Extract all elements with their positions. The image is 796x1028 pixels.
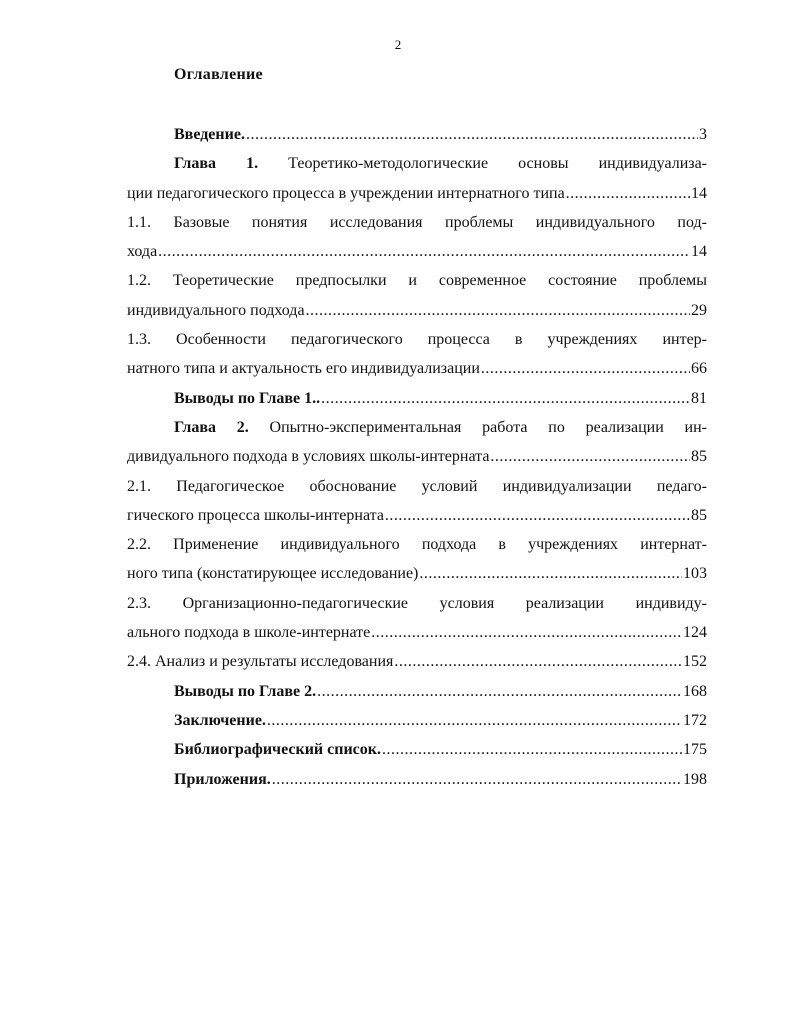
toc-chapter-label: Глава 2. bbox=[174, 418, 249, 436]
toc-entry-2-4 bbox=[127, 647, 707, 676]
toc-entry-1-2-line2 bbox=[127, 296, 707, 325]
toc-leader bbox=[306, 296, 690, 325]
toc-title: Оглавление bbox=[174, 66, 263, 83]
toc-entry-2-3-line2 bbox=[127, 618, 707, 647]
toc-entry-intro bbox=[127, 120, 707, 149]
toc-leader bbox=[371, 618, 682, 647]
toc-page: 29 bbox=[691, 301, 707, 319]
toc-leader bbox=[321, 384, 690, 413]
toc-page: 85 bbox=[691, 506, 707, 524]
toc-entry-chapter2-line1 bbox=[127, 413, 707, 442]
toc-label: Введение. bbox=[174, 126, 245, 143]
toc-page: 124 bbox=[683, 624, 707, 642]
toc-label: дивидуального подхода в условиях школы-интерната bbox=[127, 448, 490, 466]
toc-leader bbox=[385, 501, 690, 530]
toc-entry-1-2-line1: 1.2. Теоретические предпосылки и современное состояние проблемы bbox=[127, 272, 707, 290]
toc-leader bbox=[394, 647, 682, 676]
toc-page: 66 bbox=[691, 360, 707, 378]
toc-label: Приложения. bbox=[174, 770, 271, 788]
toc-label: Библиографический список. bbox=[174, 741, 381, 759]
toc-leader bbox=[481, 354, 690, 383]
toc-label: ции педагогического процесса в учреждении интернатного типа bbox=[127, 184, 565, 202]
toc-entry-2-1-line1: 2.1. Педагогическое обоснование условий индивидуализации педаго- bbox=[127, 477, 707, 495]
toc-label: натного типа и актуальность его индивидуализации bbox=[127, 360, 480, 378]
toc-page: 198 bbox=[683, 770, 707, 788]
toc-entry-1-3-line2 bbox=[127, 354, 707, 383]
toc-page: 103 bbox=[683, 565, 707, 583]
toc-page: 152 bbox=[683, 653, 707, 671]
toc-leader bbox=[566, 179, 690, 208]
toc-entry-bibliography bbox=[127, 735, 707, 764]
toc-leader bbox=[272, 765, 682, 794]
toc-label: хода bbox=[127, 243, 158, 261]
toc-chapter-title: Теоретико-методологические основы индивидуализа- bbox=[288, 155, 707, 173]
toc-leader bbox=[267, 706, 682, 735]
toc-page: 175 bbox=[683, 741, 707, 759]
toc-label: Выводы по Главе 2. bbox=[174, 682, 317, 700]
toc-page: 81 bbox=[691, 389, 707, 407]
toc-entry-2-2-line1: 2.2. Применение индивидуального подхода в учреждениях интернат- bbox=[127, 536, 707, 554]
toc-page: 85 bbox=[691, 448, 707, 466]
toc-leader bbox=[490, 442, 690, 471]
toc-page: 14 bbox=[691, 184, 707, 202]
toc-page: 3 bbox=[699, 126, 707, 143]
toc-chapter-title: Опытно-экспериментальная работа по реализации ин- bbox=[269, 418, 708, 436]
toc-leader bbox=[382, 735, 682, 764]
toc-page: 168 bbox=[683, 682, 707, 700]
toc-entry-conclusions-ch2 bbox=[127, 677, 707, 706]
page-number: 2 bbox=[394, 37, 402, 52]
toc-entry-2-2-line2 bbox=[127, 559, 707, 588]
toc-entry-conclusions-ch1 bbox=[127, 384, 707, 413]
toc-entry-chapter2-line2 bbox=[127, 442, 707, 471]
toc-entry-chapter1-line2 bbox=[127, 179, 707, 208]
toc-entry-1-1-line2 bbox=[127, 237, 707, 266]
toc-label: индивидуального подхода bbox=[127, 301, 305, 319]
toc-label: Выводы по Главе 1.. bbox=[174, 389, 321, 407]
toc-label: гического процесса школы-интерната bbox=[127, 506, 384, 524]
toc-entry-conclusion bbox=[127, 706, 707, 735]
toc-label: Заключение. bbox=[174, 711, 266, 729]
toc-entry-1-3-line1: 1.3. Особенности педагогического процесса в учреждениях интер- bbox=[127, 331, 707, 349]
toc-label: ного типа (констатирующее исследование) bbox=[127, 565, 419, 583]
toc-entry-1-1-line1: 1.1. Базовые понятия исследования проблемы индивидуального под- bbox=[127, 213, 707, 231]
toc-entry-2-3-line1: 2.3. Организационно-педагогические условия реализации индивиду- bbox=[127, 594, 707, 612]
toc-leader bbox=[158, 237, 690, 266]
toc-entry-2-1-line2 bbox=[127, 501, 707, 530]
toc-page: 14 bbox=[691, 243, 707, 261]
toc-leader bbox=[419, 559, 682, 588]
toc-leader bbox=[317, 677, 682, 706]
table-of-contents bbox=[127, 120, 707, 794]
toc-entry-chapter1-line1 bbox=[127, 149, 707, 178]
toc-chapter-label: Глава 1. bbox=[174, 155, 259, 173]
toc-entry-appendices bbox=[127, 765, 707, 794]
toc-page: 172 bbox=[683, 711, 707, 729]
toc-leader bbox=[246, 120, 698, 149]
toc-label: 2.4. Анализ и результаты исследования bbox=[127, 653, 394, 671]
toc-label: ального подхода в школе-интернате bbox=[127, 624, 371, 642]
